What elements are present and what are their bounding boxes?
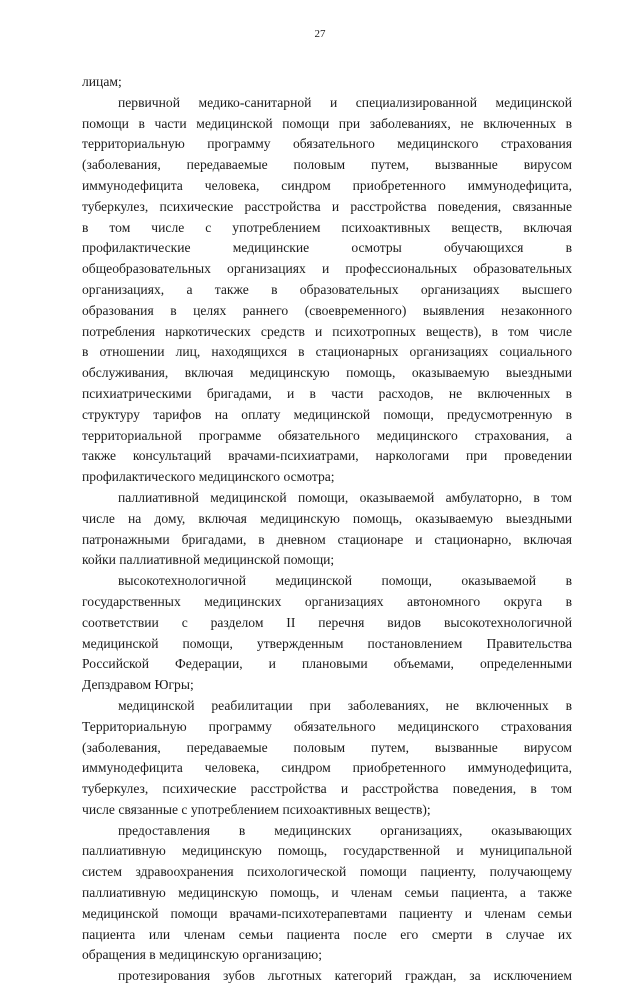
text-line: патронажными бригадами, в дневном стационаре и стационарно, включая xyxy=(82,531,572,547)
text-line: в отношении лиц, находящихся в стационарных организациях социального xyxy=(82,344,572,360)
text-line: койки паллиативной медицинской помощи; xyxy=(82,552,335,568)
document-body-text xyxy=(82,72,572,987)
text-line: числе на дому, включая медицинскую помощь, оказываемую выездными xyxy=(82,510,572,526)
text-line: иммунодефицита человека, синдром приобретенного иммунодефицита, xyxy=(82,760,572,776)
text-line: паллиативную медицинскую помощь, государственной и муниципальной xyxy=(82,843,572,859)
text-line: первичной медико-санитарной и специализированной медицинской xyxy=(118,94,572,110)
text-line: протезирования зубов льготных категорий граждан, за исключением xyxy=(118,968,572,984)
text-line: обслуживания, включая медицинскую помощь, оказываемую выездными xyxy=(82,365,572,381)
text-line: систем здравоохранения психологической помощи пациенту, получающему xyxy=(82,864,572,880)
text-line: образования в целях раннего (своевременного) выявления незаконного xyxy=(82,302,572,318)
text-line: (заболевания, передаваемые половым путем, вызванные вирусом xyxy=(82,739,572,755)
text-line: паллиативную медицинскую помощь, и членам семьи пациента, а также xyxy=(82,885,572,901)
text-line: профилактические медицинские осмотры обучающихся в xyxy=(82,240,572,256)
text-line: иммунодефицита человека, синдром приобретенного иммунодефицита, xyxy=(82,177,572,193)
text-line: психиатрическими бригадами, и в части расходов, не включенных в xyxy=(82,385,572,401)
text-line: Депздравом Югры; xyxy=(82,677,194,693)
text-line: помощи в части медицинской помощи при заболеваниях, не включенных в xyxy=(82,115,572,131)
text-line: Российской Федерации, и плановыми объемами, определенными xyxy=(82,656,572,672)
text-line: Территориальную программу обязательного медицинского страхования xyxy=(82,718,572,734)
text-line: соответствии с разделом II перечня видов высокотехнологичной xyxy=(82,614,572,630)
text-line: высокотехнологичной медицинской помощи, оказываемой в xyxy=(118,573,572,589)
text-line: государственных медицинских организациях автономного округа в xyxy=(82,593,572,609)
text-line: территориальную программу обязательного медицинского страхования xyxy=(82,136,572,152)
text-line: обращения в медицинскую организацию; xyxy=(82,947,322,963)
text-line: профилактического медицинского осмотра; xyxy=(82,469,335,485)
text-line: числе связанные с употреблением психоактивных веществ); xyxy=(82,801,431,817)
text-line: лицам; xyxy=(82,74,122,89)
text-line: туберкулез, психические расстройства и расстройства поведения, в том xyxy=(82,781,572,797)
text-line: (заболевания, передаваемые половым путем, вызванные вирусом xyxy=(82,157,572,173)
text-line: также консультаций врачами-психиатрами, наркологами при проведении xyxy=(82,448,572,464)
text-line: паллиативной медицинской помощи, оказываемой амбулаторно, в том xyxy=(118,489,572,505)
text-line: предоставления в медицинских организациях, оказывающих xyxy=(118,822,572,838)
text-line: в том числе с употреблением психоактивных веществ, включая xyxy=(82,219,572,235)
text-line: структуру тарифов на оплату медицинской помощи, предусмотренную в xyxy=(82,406,572,422)
text-line: организациях, а также в образовательных организациях высшего xyxy=(82,281,572,297)
text-line: медицинской помощи, утвержденным постановлением Правительства xyxy=(82,635,572,651)
text-line: общеобразовательных организациях и профессиональных образовательных xyxy=(82,261,572,277)
text-line: потребления наркотических средств и психотропных веществ), в том числе xyxy=(82,323,572,339)
text-line: пациента или членам семьи пациента после его смерти в случае их xyxy=(82,926,572,942)
text-line: территориальной программе обязательного медицинского страхования, а xyxy=(82,427,572,443)
text-line: медицинской реабилитации при заболеваниях, не включенных в xyxy=(118,697,572,713)
page-number: 27 xyxy=(314,28,326,40)
text-line: туберкулез, психические расстройства и расстройства поведения, связанные xyxy=(82,198,572,214)
text-line: медицинской помощи врачами-психотерапевтами пациенту и членам семьи xyxy=(82,905,572,921)
